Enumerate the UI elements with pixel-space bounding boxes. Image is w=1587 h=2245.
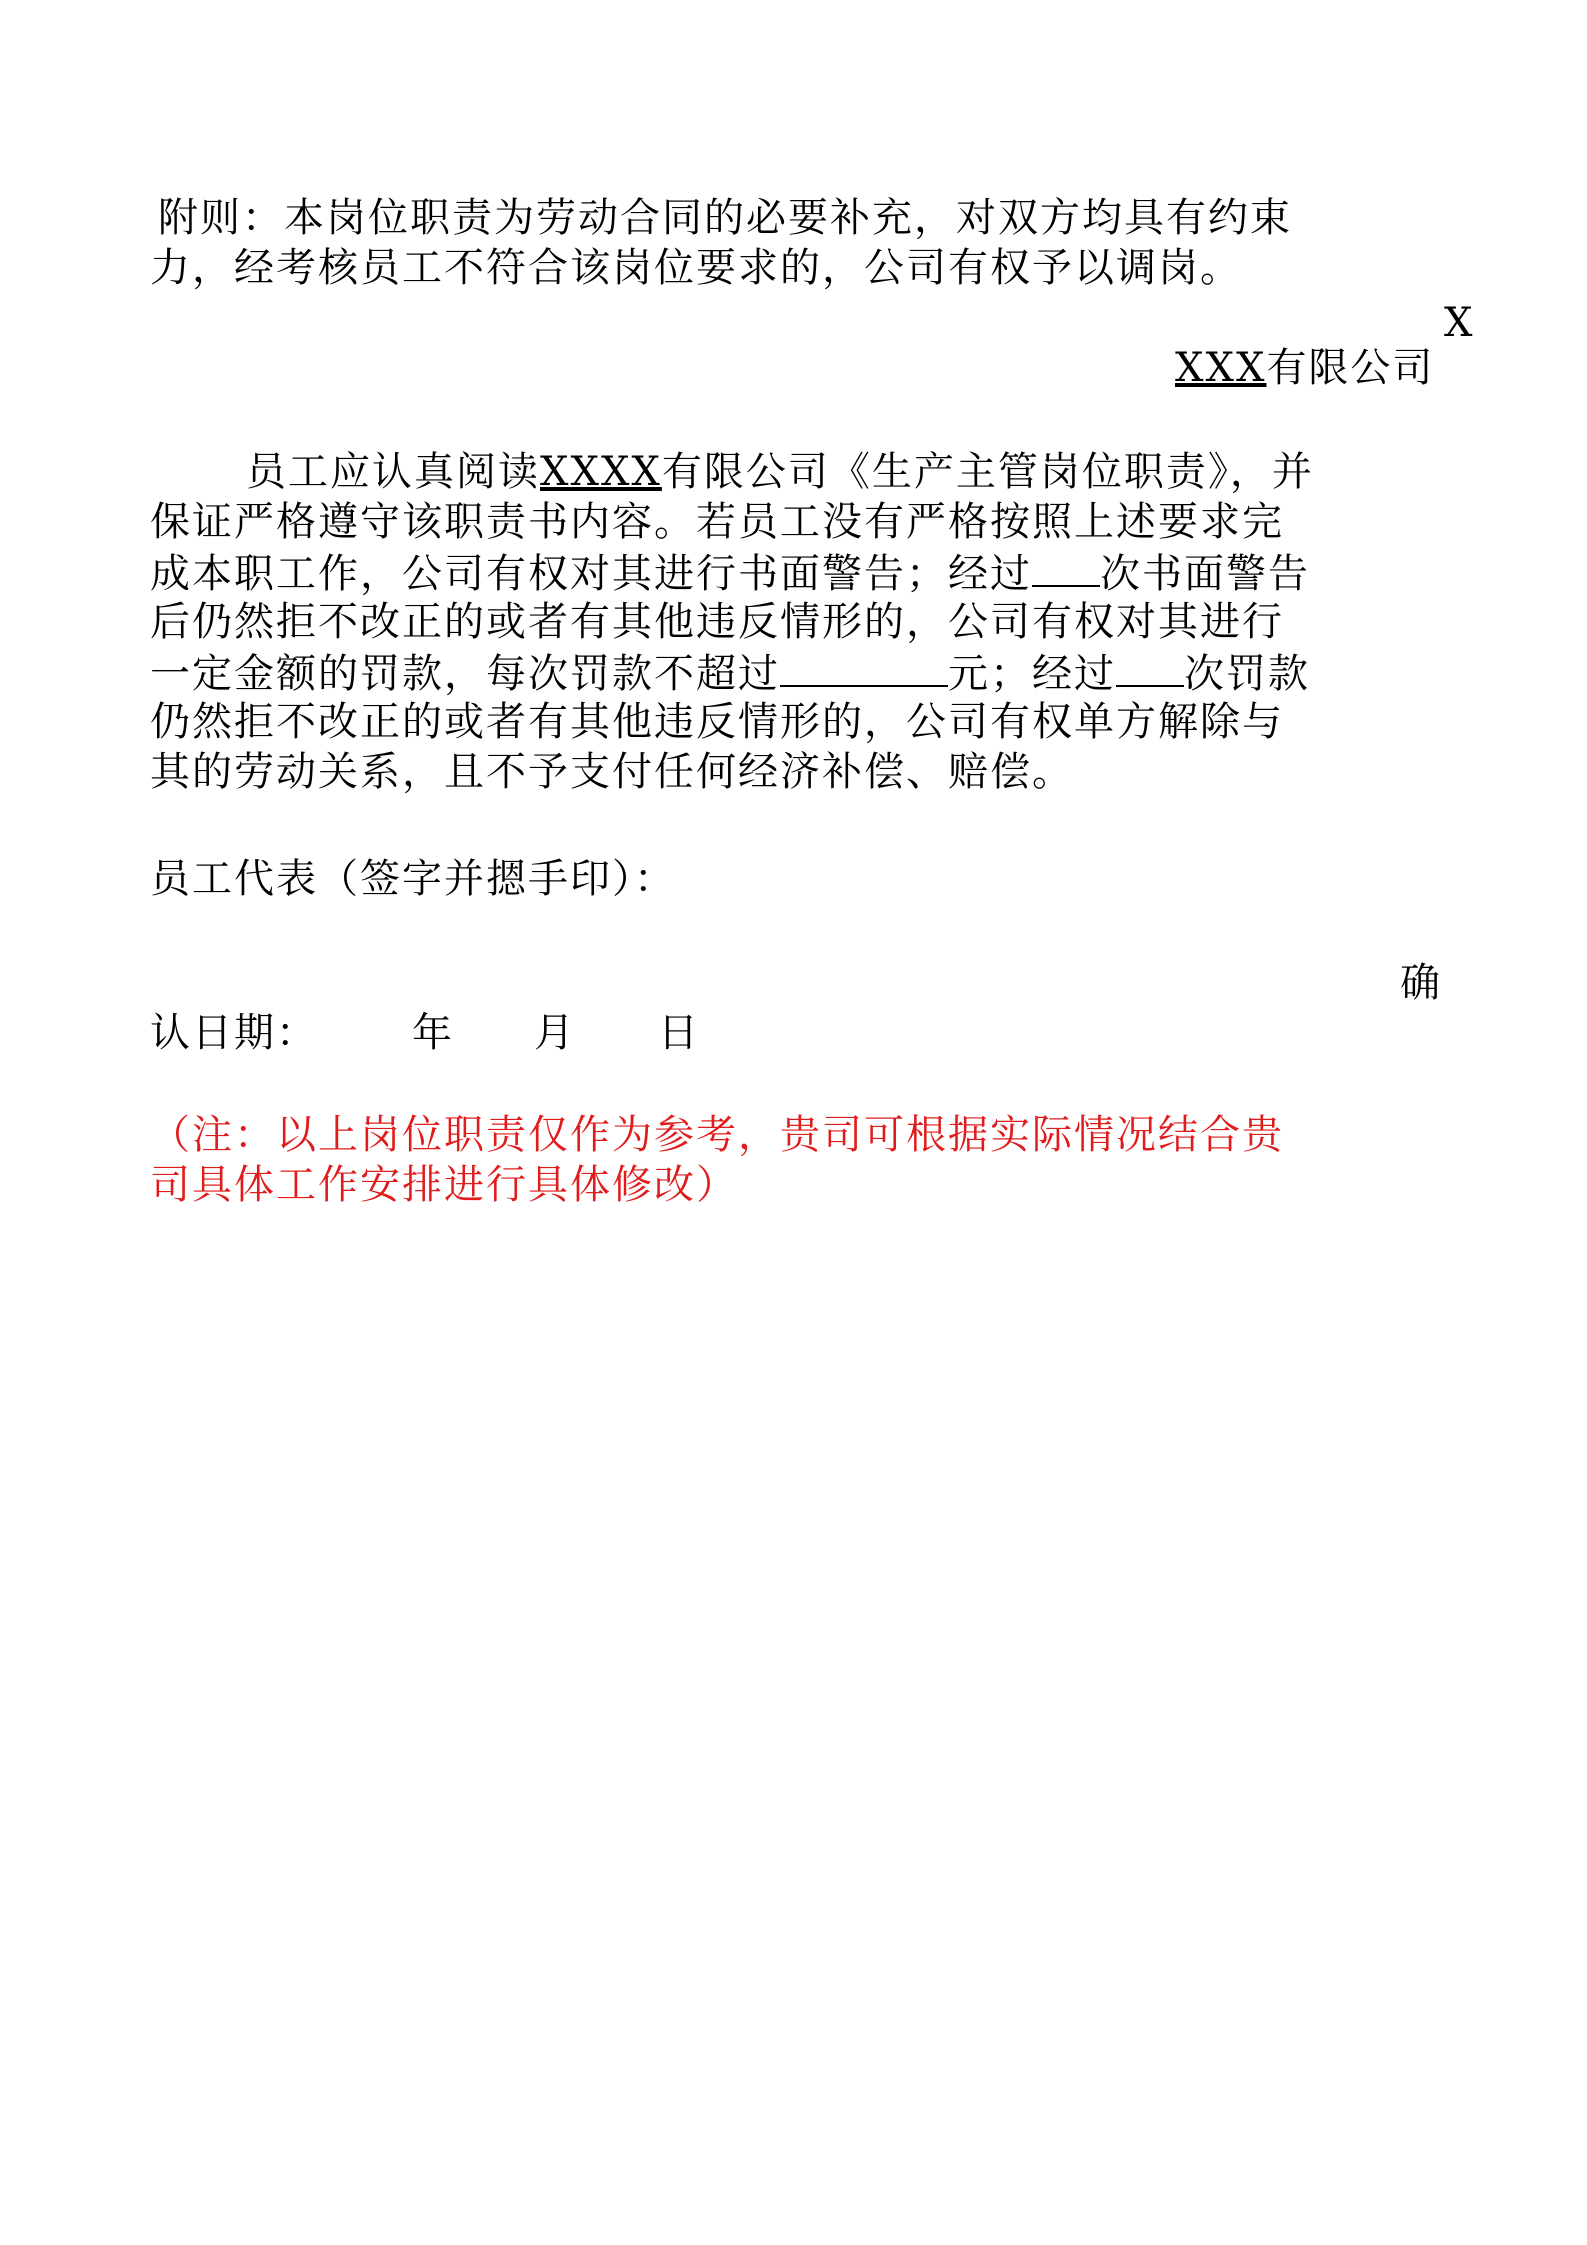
statement-line-1-suffix: 有限公司《生产主管岗位职责》，并 [661, 449, 1314, 495]
statement-line-7: 其的劳动关系，且不予支付任何经济补偿、赔偿。 [150, 749, 1074, 795]
company-name-placeholder: XXX [1175, 345, 1267, 391]
fine-count-blank[interactable] [1116, 647, 1184, 687]
employee-signature-label: 员工代表（签字并摁手印）： [150, 856, 676, 902]
statement-line-5-prefix: 一定金额的罚款，每次罚款不超过 [150, 651, 780, 697]
statement-company-placeholder: XXXX [540, 449, 662, 495]
confirm-month: 月 [534, 1010, 576, 1056]
confirm-day: 日 [658, 1010, 700, 1056]
statement-line-4: 后仍然拒不改正的或者有其他违反情形的，公司有权对其进行 [150, 599, 1284, 645]
statement-line-5-mid: 元；经过 [948, 651, 1116, 697]
stray-x-mark: X [1444, 300, 1473, 346]
note-line-2: 司具体工作安排进行具体修改） [150, 1162, 738, 1208]
fine-amount-blank[interactable] [780, 647, 948, 687]
statement-line-3 [150, 547, 1310, 599]
statement-line-2: 保证严格遵守该职责书内容。若员工没有严格按照上述要求完 [150, 499, 1284, 545]
statement-line-5-suffix: 次罚款 [1184, 651, 1310, 697]
company-name [1175, 343, 1434, 393]
statement-line-1 [246, 447, 1314, 497]
appendix-line-2: 力，经考核员工不符合该岗位要求的，公司有权予以调岗。 [150, 245, 1242, 291]
confirm-year: 年 [412, 1010, 454, 1056]
statement-line-1-prefix: 员工应认真阅读 [246, 449, 540, 495]
statement-line-3-suffix: 次书面警告 [1100, 551, 1310, 597]
statement-line-5 [150, 647, 1310, 699]
confirm-char: 确 [1400, 960, 1442, 1006]
appendix-line-1: 附则：本岗位职责为劳动合同的必要补充，对双方均具有约束 [158, 195, 1292, 241]
confirm-date-label: 认日期： [150, 1010, 318, 1056]
warning-count-blank[interactable] [1032, 547, 1100, 587]
statement-line-6: 仍然拒不改正的或者有其他违反情形的，公司有权单方解除与 [150, 699, 1284, 745]
company-name-suffix: 有限公司 [1266, 345, 1435, 391]
note-line-1: （注：以上岗位职责仅作为参考，贵司可根据实际情况结合贵 [150, 1112, 1284, 1158]
statement-line-3-prefix: 成本职工作，公司有权对其进行书面警告；经过 [150, 551, 1032, 597]
